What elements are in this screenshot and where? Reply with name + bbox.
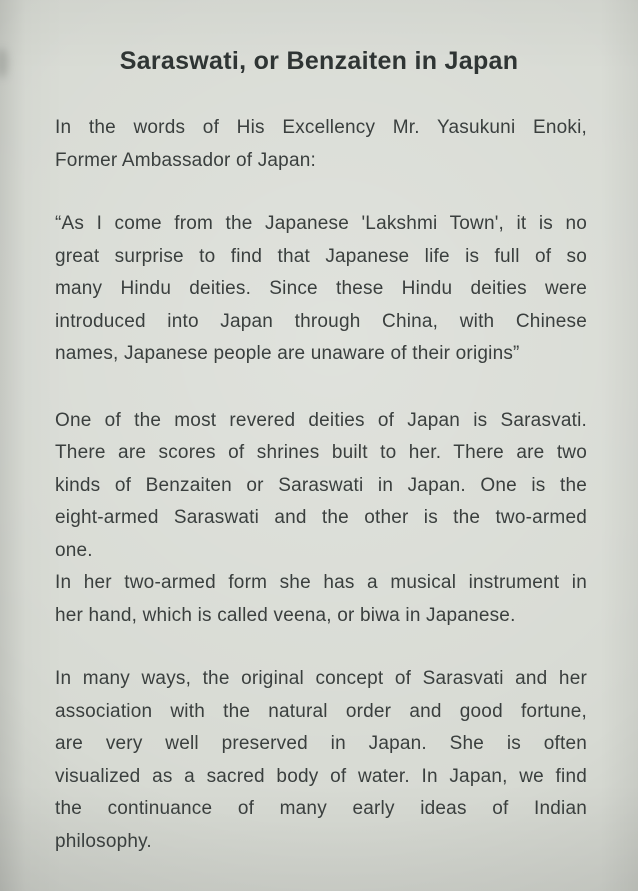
paragraph-attribution xyxy=(55,112,587,177)
paragraph-benzaiten-forms xyxy=(55,405,587,568)
placard-title: Saraswati, or Benzaiten in Japan xyxy=(119,46,519,75)
text-line: names, Japanese people are unaware of their origins” xyxy=(55,343,520,364)
text-line: visualized as a sacred body of water. In Japan, we find xyxy=(55,765,587,787)
text-line: many Hindu deities. Since these Hindu deities were xyxy=(55,278,587,299)
paragraph-two-armed-form xyxy=(55,567,587,632)
text-line: In many ways, the original concept of Sarasvati and her xyxy=(55,668,587,689)
text-line: her hand, which is called veena, or biwa in Japanese. xyxy=(55,604,516,626)
text-line: eight-armed Saraswati and the other is the two-armed xyxy=(55,507,587,528)
text-line: the continuance of many early ideas of Indian xyxy=(55,798,587,819)
text-line: There are scores of shrines built to her. There are two xyxy=(55,442,587,463)
text-line: In her two-armed form she has a musical instrument in xyxy=(55,572,587,593)
text-line: association with the natural order and good fortune, xyxy=(55,700,587,722)
text-line: kinds of Benzaiten or Saraswati in Japan. One is the xyxy=(55,474,587,496)
text-line: Former Ambassador of Japan: xyxy=(55,149,316,171)
text-line: “As I come from the Japanese 'Lakshmi Town', it is no xyxy=(55,213,587,234)
placard-text-column xyxy=(55,112,587,858)
text-line: In the words of His Excellency Mr. Yasukuni Enoki, xyxy=(55,117,587,138)
text-line: are very well preserved in Japan. She is often xyxy=(55,733,587,754)
text-line: one. xyxy=(55,539,93,561)
text-line: introduced into Japan through China, with Chinese xyxy=(55,310,587,332)
text-line: philosophy. xyxy=(55,830,152,852)
paragraph-quote xyxy=(55,208,587,371)
paragraph-philosophy xyxy=(55,663,587,858)
text-line: great surprise to find that Japanese life is full of so xyxy=(55,245,587,267)
text-line: One of the most revered deities of Japan is Sarasvati. xyxy=(55,409,587,431)
